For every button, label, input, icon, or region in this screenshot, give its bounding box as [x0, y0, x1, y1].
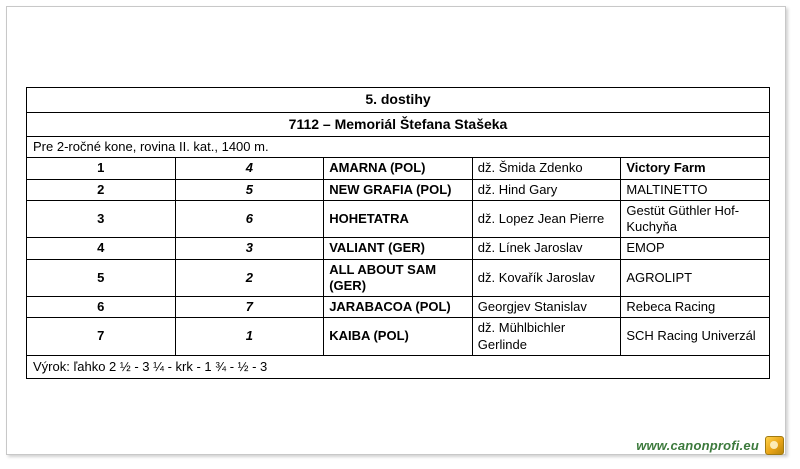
race-conditions: Pre 2-ročné kone, rovina II. kat., 1400 m.: [27, 137, 770, 158]
table-row: [27, 297, 770, 318]
row-owner: AGROLIPT: [621, 259, 770, 297]
row-place: 3: [27, 200, 176, 238]
row-horse: ALL ABOUT SAM (GER): [324, 259, 473, 297]
row-owner: Victory Farm: [621, 158, 770, 179]
table-row: [27, 200, 770, 238]
row-owner: EMOP: [621, 238, 770, 259]
row-place: 4: [27, 238, 176, 259]
table-row: [27, 179, 770, 200]
race-subtitle-row: [27, 112, 770, 137]
row-number: 2: [175, 259, 324, 297]
row-horse: KAIBA (POL): [324, 318, 473, 356]
row-number: 1: [175, 318, 324, 356]
race-info-row: [27, 137, 770, 158]
row-owner: Rebeca Racing: [621, 297, 770, 318]
watermark-text: www.canonprofi.eu: [636, 438, 759, 453]
row-place: 7: [27, 318, 176, 356]
table-row: [27, 158, 770, 179]
camera-badge-icon: [765, 436, 784, 455]
row-owner: SCH Racing Univerzál: [621, 318, 770, 356]
table-row: [27, 259, 770, 297]
row-horse: JARABACOA (POL): [324, 297, 473, 318]
race-verdict: Výrok: ľahko 2 ½ - 3 ¼ - krk - 1 ¾ - ½ - 3: [27, 355, 770, 378]
row-horse: VALIANT (GER): [324, 238, 473, 259]
race-subtitle: 7112 – Memoriál Štefana Stašeka: [27, 112, 770, 137]
row-jockey: dž. Kovařík Jaroslav: [472, 259, 621, 297]
row-number: 4: [175, 158, 324, 179]
row-horse: NEW GRAFIA (POL): [324, 179, 473, 200]
table-row: [27, 238, 770, 259]
row-number: 5: [175, 179, 324, 200]
row-horse: HOHETATRA: [324, 200, 473, 238]
row-horse: AMARNA (POL): [324, 158, 473, 179]
watermark: [636, 436, 784, 455]
race-results-body: [27, 88, 770, 379]
row-place: 2: [27, 179, 176, 200]
row-jockey: dž. Šmida Zdenko: [472, 158, 621, 179]
race-title: 5. dostihy: [27, 88, 770, 113]
row-place: 1: [27, 158, 176, 179]
race-results-table: [26, 87, 770, 379]
row-owner: MALTINETTO: [621, 179, 770, 200]
row-number: 7: [175, 297, 324, 318]
race-title-row: [27, 88, 770, 113]
row-jockey: dž. Mühlbichler Gerlinde: [472, 318, 621, 356]
row-place: 6: [27, 297, 176, 318]
row-place: 5: [27, 259, 176, 297]
row-jockey: dž. Hind Gary: [472, 179, 621, 200]
row-owner: Gestüt Güthler Hof-Kuchyňa: [621, 200, 770, 238]
row-jockey: dž. Lopez Jean Pierre: [472, 200, 621, 238]
race-verdict-row: [27, 355, 770, 378]
row-jockey: Georgjev Stanislav: [472, 297, 621, 318]
row-jockey: dž. Línek Jaroslav: [472, 238, 621, 259]
row-number: 6: [175, 200, 324, 238]
row-number: 3: [175, 238, 324, 259]
table-row: [27, 318, 770, 356]
